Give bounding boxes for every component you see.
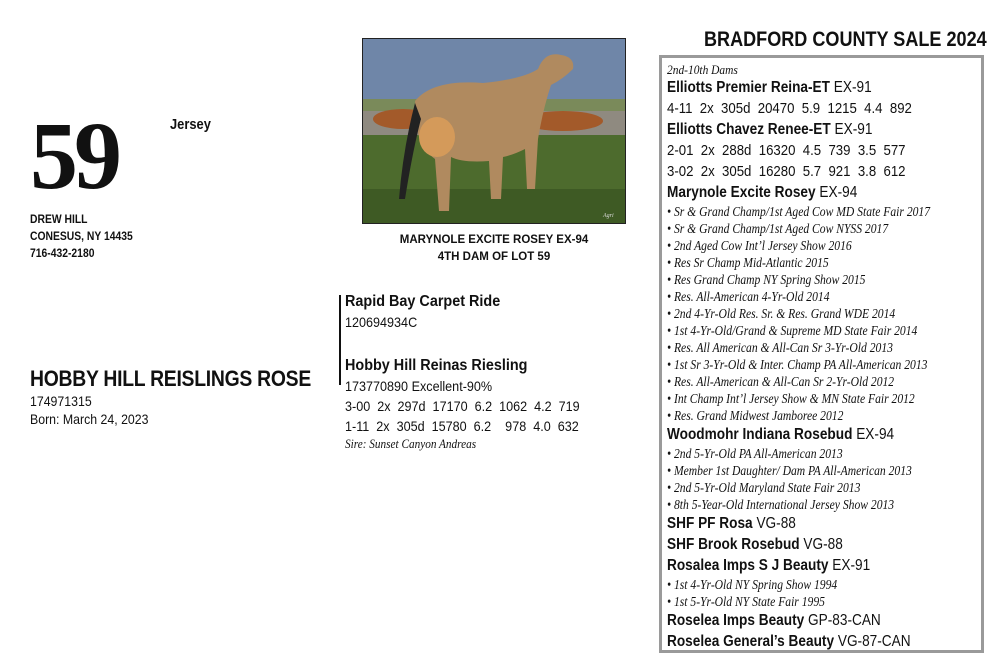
dam-name: Woodmohr Indiana Rosebud bbox=[667, 426, 853, 443]
dam-entry-name bbox=[667, 610, 984, 631]
dam-achievement: • 8th 5-Year-Old International Jersey Show 2013 bbox=[667, 497, 895, 512]
photo-caption-title: MARYNOLE EXCITE ROSEY EX-94 bbox=[399, 234, 589, 246]
dam-achievement: • 2nd 4-Yr-Old Res. Sr. & Res. Grand WDE 2014 bbox=[667, 306, 896, 321]
dam-record: 3-00 2x 297d 17170 6.2 1062 4.2 719 bbox=[345, 398, 580, 414]
dam-achievement: • 2nd 5-Yr-Old Maryland State Fair 2013 bbox=[667, 480, 861, 495]
pedigree bbox=[345, 292, 580, 452]
dam-score: EX-91 bbox=[833, 79, 872, 96]
svg-text:Agri: Agri bbox=[603, 213, 614, 219]
dam-score: VG-88 bbox=[756, 515, 796, 532]
dam-entry-name bbox=[667, 534, 984, 555]
dam-achievement: • Res Sr Champ Mid-Atlantic 2015 bbox=[667, 255, 829, 270]
sale-title: BRADFORD COUNTY SALE 2024 bbox=[704, 28, 987, 51]
dam-name: Roselea Imps Beauty bbox=[667, 612, 805, 629]
dam-registration: 173770890 Excellent-90% bbox=[345, 378, 493, 394]
dam-achievement: • Res. Grand Midwest Jamboree 2012 bbox=[667, 408, 844, 423]
dam-achievement: • 1st Sr 3-Yr-Old & Inter. Champ PA All-American 2013 bbox=[667, 357, 928, 372]
dam-achievement: • Res Grand Champ NY Spring Show 2015 bbox=[667, 272, 866, 287]
dam-entry-name bbox=[667, 631, 984, 652]
dam-name: Elliotts Chavez Renee-ET bbox=[667, 121, 831, 138]
dam-achievement: • Sr & Grand Champ/1st Aged Cow NYSS 2017 bbox=[667, 221, 889, 236]
dam-name: SHF PF Rosa bbox=[667, 515, 753, 532]
dam-achievement: • Member 1st Daughter/ Dam PA All-American 2013 bbox=[667, 463, 912, 478]
dam-achievement: • 1st 4-Yr-Old NY Spring Show 1994 bbox=[667, 577, 838, 592]
dam-achievement: • 1st 5-Yr-Old NY State Fair 1995 bbox=[667, 594, 825, 609]
animal-name: HOBBY HILL REISLINGS ROSE bbox=[30, 366, 311, 391]
dam-entry-name bbox=[667, 424, 984, 445]
cow-photo bbox=[362, 38, 626, 224]
consignor-address: CONESUS, NY 14435 bbox=[30, 231, 133, 243]
dam-achievement: • Res. All-American 4-Yr-Old 2014 bbox=[667, 289, 830, 304]
dam-score: EX-91 bbox=[832, 557, 871, 574]
photo-caption bbox=[362, 232, 626, 266]
cow-photo-illustration bbox=[363, 39, 625, 223]
pedigree-bracket bbox=[339, 295, 341, 385]
dam-achievement: • Int Champ Int’l Jersey Show & MN State Fair 2012 bbox=[667, 391, 915, 406]
dam-score: VG-88 bbox=[803, 536, 843, 553]
dam-score: EX-94 bbox=[819, 184, 858, 201]
dam-achievement: • Sr & Grand Champ/1st Aged Cow MD State Fair 2017 bbox=[667, 204, 931, 219]
dam-name: Rosalea Imps S J Beauty bbox=[667, 557, 829, 574]
dam-name: Roselea General’s Beauty bbox=[667, 633, 835, 650]
dam-production-record: 4-11 2x 305d 20470 5.9 1215 4.4 892 bbox=[667, 100, 912, 117]
dam-name: Marynole Excite Rosey bbox=[667, 184, 816, 201]
photo-caption-subtitle: 4TH DAM OF LOT 59 bbox=[437, 251, 551, 263]
sire-registration: 120694934C bbox=[345, 314, 418, 330]
dam-entry-name bbox=[667, 182, 984, 203]
consignor-phone: 716-432-2180 bbox=[30, 248, 95, 260]
dam-score: GP-83-CAN bbox=[808, 612, 881, 629]
dam-name: SHF Brook Rosebud bbox=[667, 536, 800, 553]
animal-info bbox=[30, 366, 311, 428]
dam-record: 1-11 2x 305d 15780 6.2 978 4.0 632 bbox=[345, 418, 579, 434]
dam-name: Hobby Hill Reinas Riesling bbox=[345, 357, 528, 374]
dams-panel bbox=[659, 55, 984, 653]
dam-score: EX-91 bbox=[834, 121, 873, 138]
sire-name: Rapid Bay Carpet Ride bbox=[345, 293, 501, 310]
dam-achievement: • 1st 4-Yr-Old/Grand & Supreme MD State Fair 2014 bbox=[667, 323, 918, 338]
dam-production-record: 3-02 2x 305d 16280 5.7 921 3.8 612 bbox=[667, 163, 906, 180]
dam-sire-note: Sire: Sunset Canyon Andreas bbox=[345, 437, 477, 451]
consignor-info bbox=[30, 212, 133, 263]
dams-header: 2nd-10th Dams bbox=[667, 62, 738, 77]
dams-list bbox=[667, 62, 984, 652]
dam-achievement: • 2nd Aged Cow Int’l Jersey Show 2016 bbox=[667, 238, 852, 253]
animal-birthdate: Born: March 24, 2023 bbox=[30, 411, 149, 427]
dam-achievement: • Res. All-American & All-Can Sr 2-Yr-Old 2012 bbox=[667, 374, 895, 389]
lot-number: 59 bbox=[30, 102, 118, 209]
dam-achievement: • Res. All American & All-Can Sr 3-Yr-Old 2013 bbox=[667, 340, 893, 355]
dam-achievement: • 2nd 5-Yr-Old PA All-American 2013 bbox=[667, 446, 843, 461]
dam-entry-name bbox=[667, 119, 984, 140]
consignor-name: DREW HILL bbox=[30, 214, 88, 226]
dam-entry-name bbox=[667, 555, 984, 576]
breed-label: Jersey bbox=[170, 116, 211, 133]
dam-entry-name bbox=[667, 513, 984, 534]
dam-score: EX-94 bbox=[856, 426, 895, 443]
animal-registration: 174971315 bbox=[30, 393, 92, 409]
dam-production-record: 2-01 2x 288d 16320 4.5 739 3.5 577 bbox=[667, 142, 906, 159]
dam-entry-name bbox=[667, 77, 984, 98]
dam-name: Elliotts Premier Reina-ET bbox=[667, 79, 830, 96]
dam-score: VG-87-CAN bbox=[837, 633, 911, 650]
